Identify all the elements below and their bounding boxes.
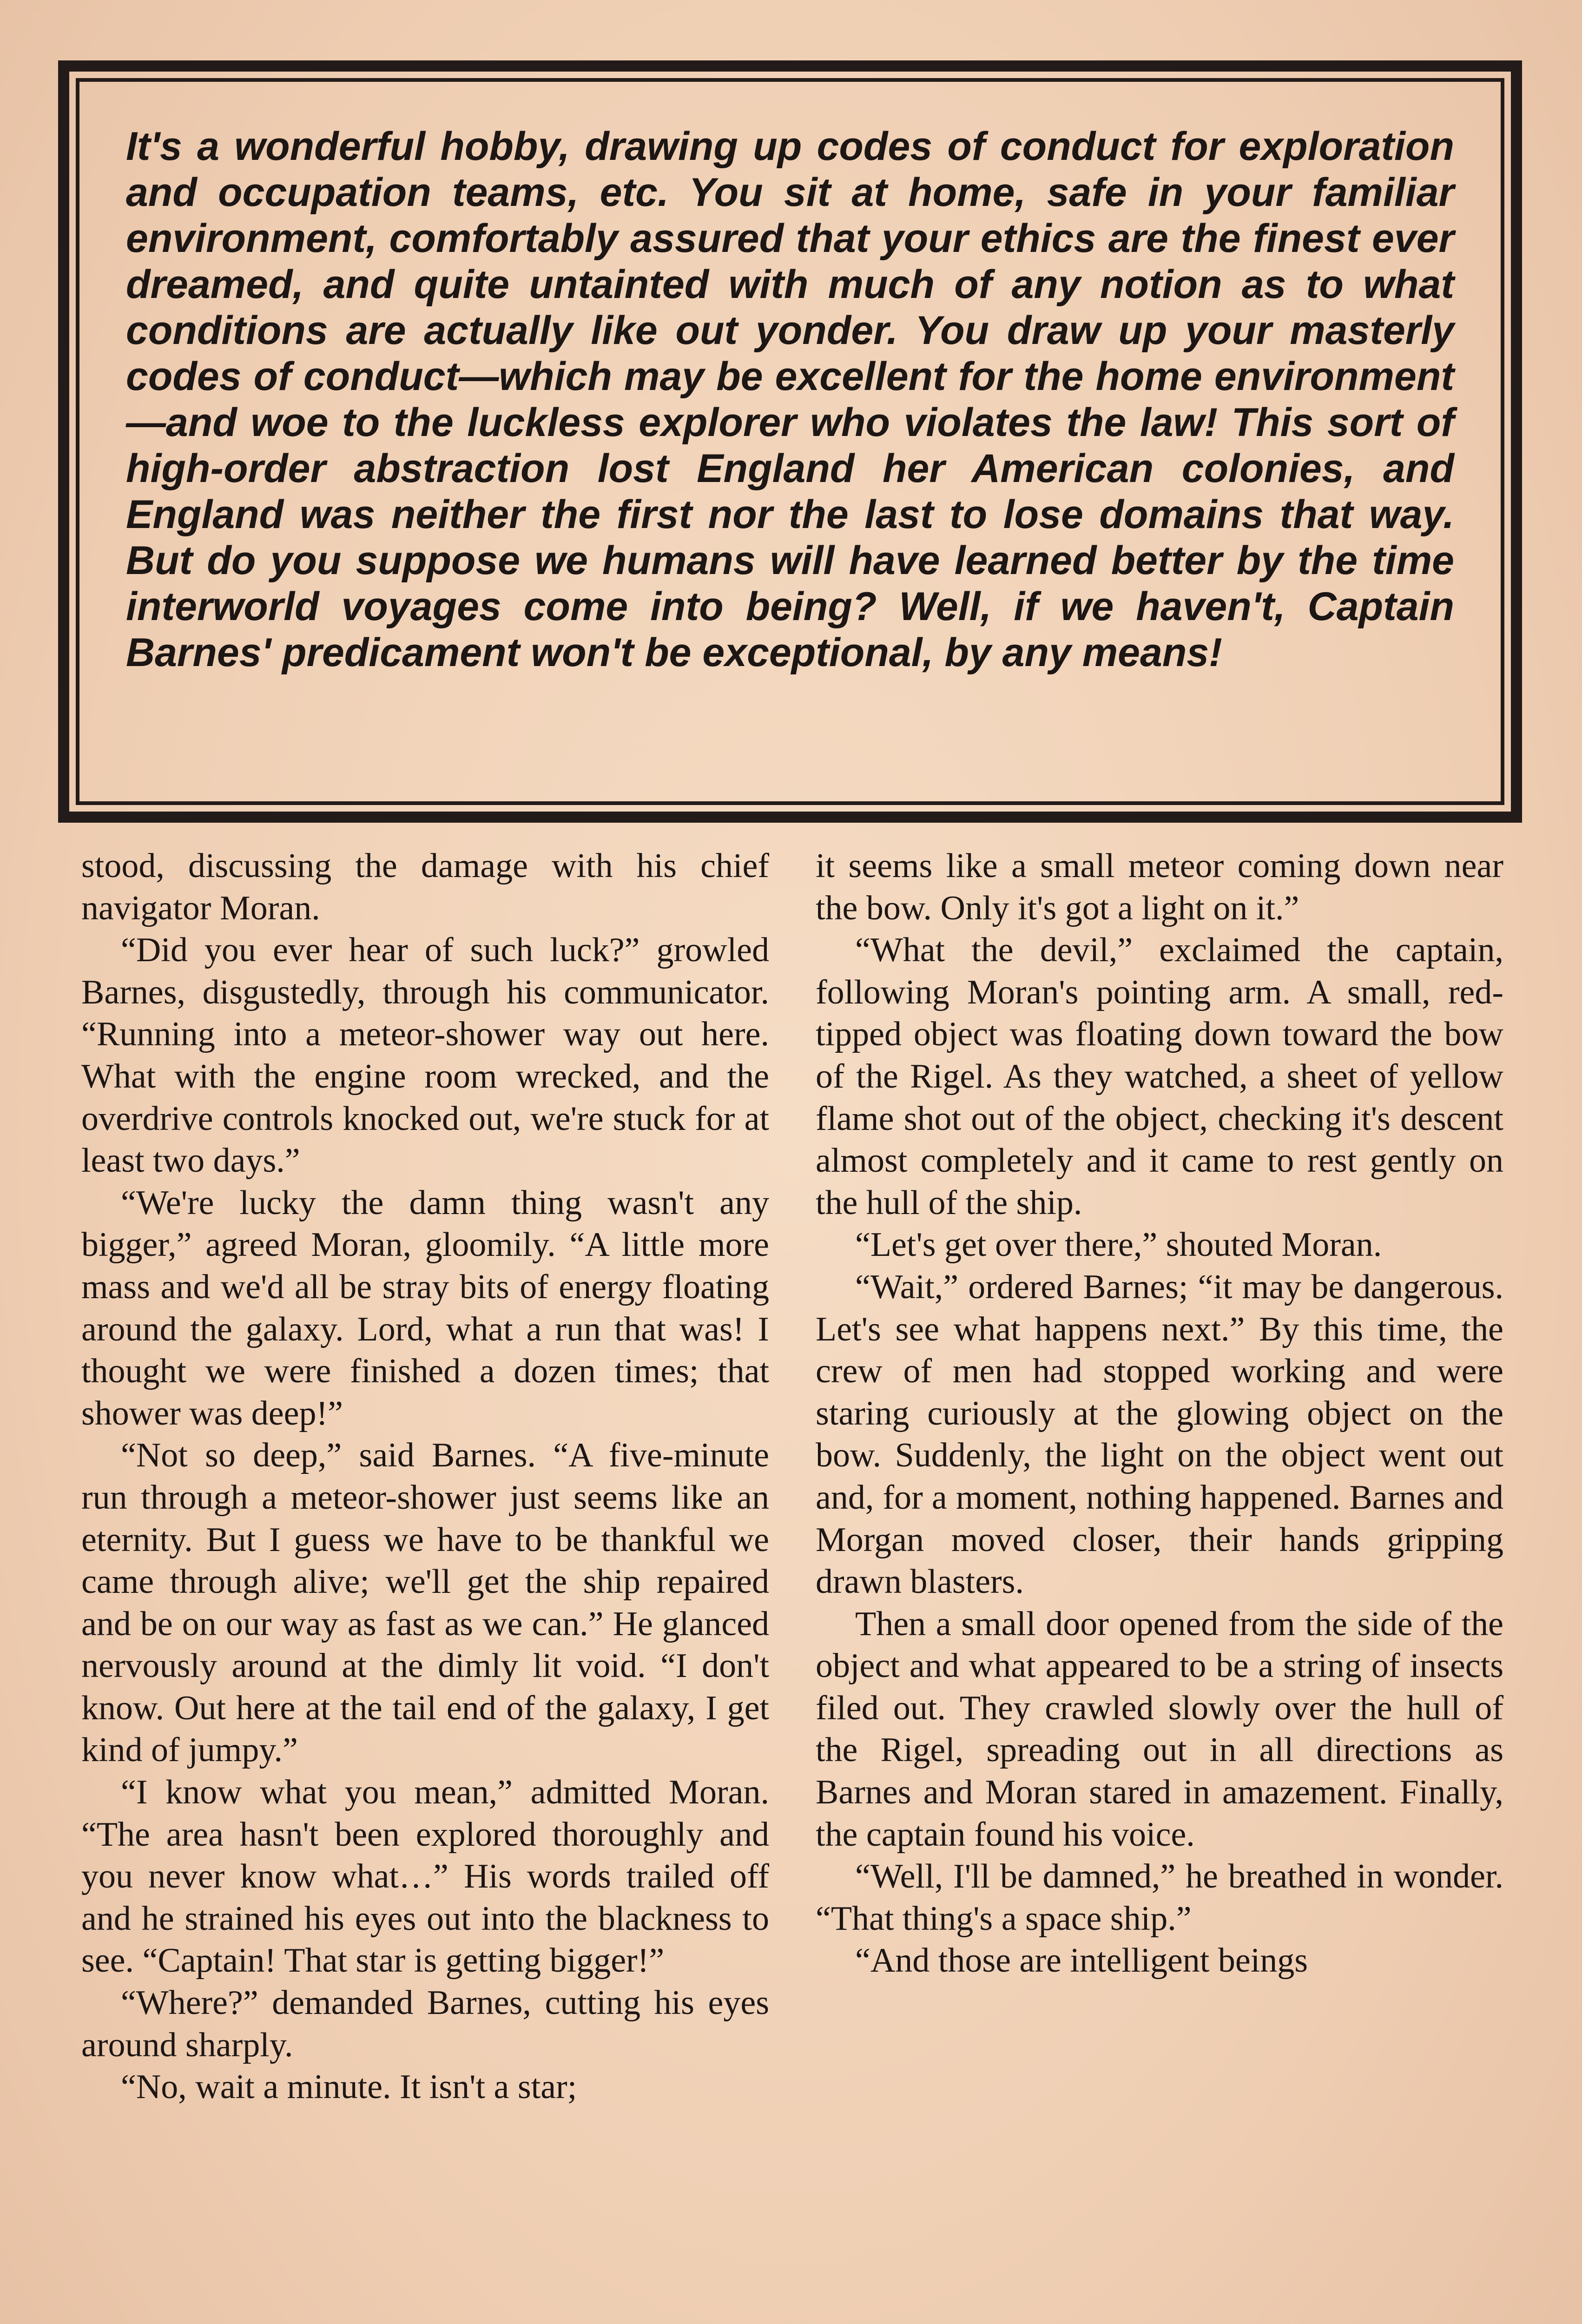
paragraph: it seems like a small meteor coming down near the bow. Only it's got a light on it.” (816, 847, 1503, 927)
paragraph: “And those are intelligent beings (855, 1941, 1308, 1980)
paragraph: “Did you ever hear of such luck?” growled Barnes, disgustedly, through his communicator. “Running into a meteor-shower way out here. What with the engine room wrecked, and the overdrive controls knocked out, we're stuck for at least two days.” (81, 931, 769, 1180)
paragraph: “Let's get over there,” shouted Moran. (855, 1226, 1382, 1264)
paragraph: “Wait,” ordered Barnes; “it may be dangerous. Let's see what happens next.” By this time, the crew of men had stopped working and were staring curiously at the glowing object on the bow. Suddenly, the light on the object went out and, for a moment, nothing happened. Barnes and Morgan moved closer, their hands gripping drawn blasters. (816, 1268, 1503, 1601)
left-column (81, 845, 769, 2324)
story-columns (81, 845, 1503, 2324)
intro-box (58, 60, 1522, 823)
paragraph: stood, discussing the damage with his chief navigator Moran. (81, 847, 769, 927)
right-column (816, 845, 1503, 2324)
paragraph: “I know what you mean,” admitted Moran. “The area hasn't been explored thoroughly and you never know what…” His words trailed off and he strained his eyes out into the blackness to see. “Captain! That star is getting bigger!” (81, 1773, 769, 1980)
paragraph: “What the devil,” exclaimed the captain, following Moran's pointing arm. A small, red-tipped object was floating down toward the bow of the Rigel. As they watched, a sheet of yellow flame shot out of the object, checking it's descent almost completely and it came to rest gently on the hull of the ship. (816, 931, 1503, 1222)
paragraph: “Where?” demanded Barnes, cutting his eyes around sharply. (81, 1984, 769, 2064)
paragraph: Then a small door opened from the side of the object and what appeared to be a string of insects filed out. They crawled slowly over the hull of the Rigel, spreading out in all directions as Barnes and Moran stared in amazement. Finally, the captain found his voice. (816, 1604, 1503, 1854)
paragraph: “We're lucky the damn thing wasn't any bigger,” agreed Moran, gloomily. “A little more mass and we'd all be stray bits of energy floating around the galaxy. Lord, what a run that was! I thought we were finished a dozen times; that shower was deep!” (81, 1183, 769, 1433)
intro-box-inner (76, 78, 1504, 805)
paragraph: “Not so deep,” said Barnes. “A five-minute run through a meteor-shower just seems like an eternity. But I guess we have to be thankful we came through alive; we'll get the ship repaired and be on our way as fast as we can.” He glanced nervously around at the dimly lit void. “I don't know. Out here at the tail end of the galaxy, I get kind of jumpy.” (81, 1436, 769, 1769)
paragraph: “Well, I'll be damned,” he breathed in wonder. “That thing's a space ship.” (816, 1857, 1503, 1938)
intro-text: It's a wonderful hobby, drawing up codes of conduct for exploration and occupation teams, etc. You sit at home, safe in your familiar environment, comfortably assured that your ethics are the finest ever dreamed, and quite untainted with much of any notion as to what conditions are actually like out yonder. You draw up your masterly codes of conduct—which may be excellent for the home environment—and woe to the luckless explorer who violates the law! This sort of high-order abstraction lost England her American colonies, and England was neither the first nor the last to lose domains that way. But do you suppose we humans will have learned better by the time interworld voyages come into being? Well, if we haven't, Captain Barnes' predicament won't be exceptional, by any means! (126, 124, 1454, 675)
paragraph: “No, wait a minute. It isn't a star; (121, 2068, 577, 2106)
